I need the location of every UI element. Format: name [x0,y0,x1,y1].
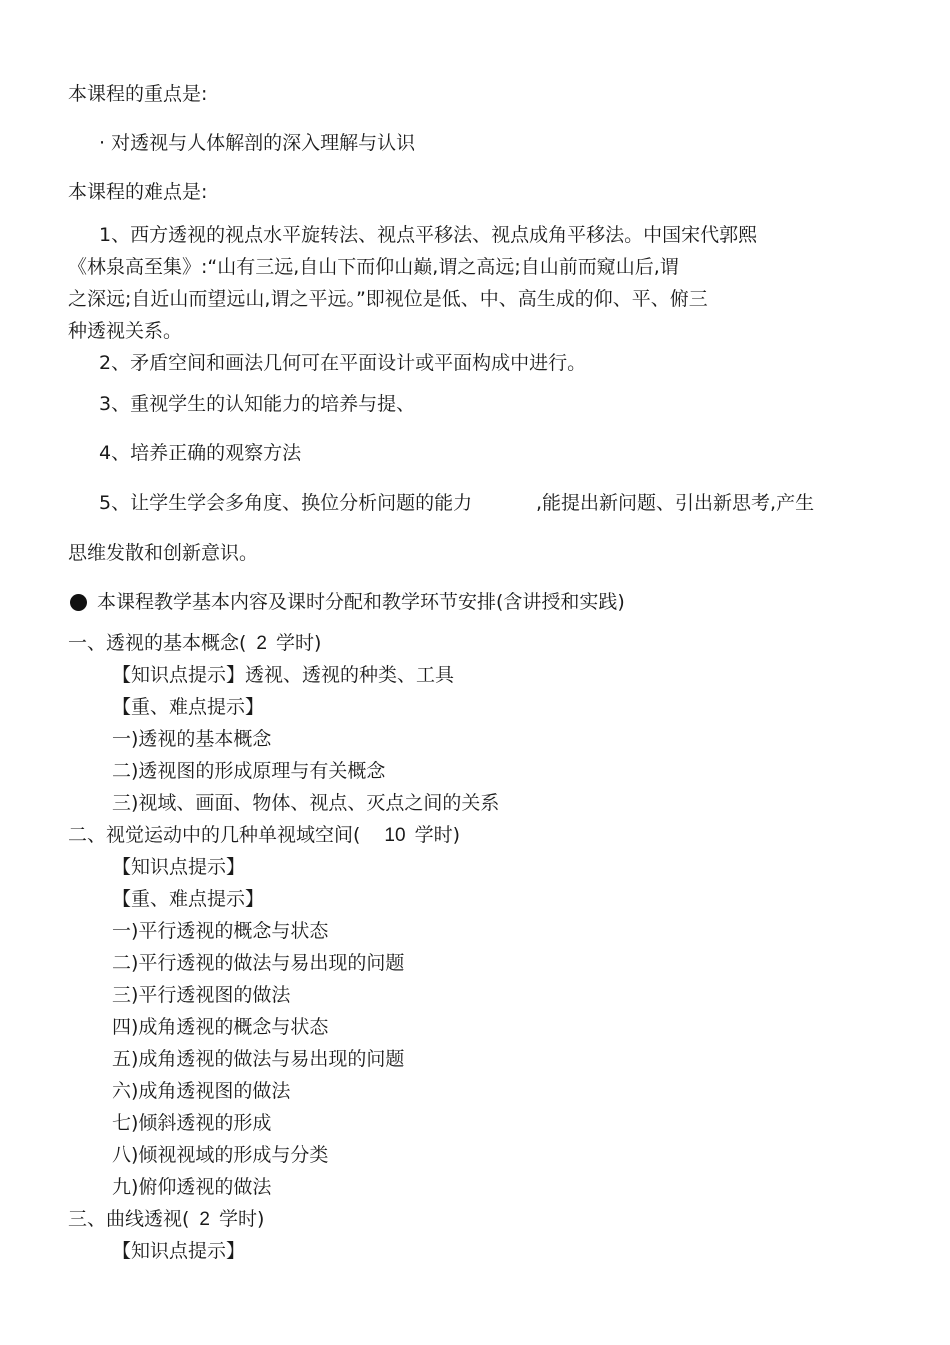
chapter-2-item: 九)俯仰透视的做法 [112,1176,272,1198]
chapter-2-item: 七)倾斜透视的形成 [112,1112,272,1134]
difficulty-item-2: 2、矛盾空间和画法几何可在平面设计或平面构成中进行。 [99,352,587,374]
difficulty-item-4: 4、培养正确的观察方法 [99,442,302,464]
chapter-2-title: 二、视觉运动中的几种单视域空间( 10 学时) [68,824,460,846]
chapter-1-item: 三)视域、画面、物体、视点、灭点之间的关系 [112,792,500,814]
chapter-3-title: 三、曲线透视( 2 学时) [68,1208,265,1230]
content-heading: 本课程教学基本内容及课时分配和教学环节安排(含讲授和实践) [97,591,625,613]
chapter-2-item: 五)成角透视的做法与易出现的问题 [112,1048,405,1070]
chapter-1-item: 一)透视的基本概念 [112,728,272,750]
difficulty-item-5-line-2: 思维发散和创新意识。 [68,542,259,564]
difficulty-item-5-part-1: 5、让学生学会多角度、换位分析问题的能力 [99,492,473,514]
difficulty-heading: 本课程的难点是: [68,181,208,203]
difficulty-item-1-line-2: 《林泉高至集》:“山有三远,自山下而仰山巅,谓之高远;自山前而窥山后,谓 [68,256,679,278]
chapter-2-item: 二)平行透视的做法与易出现的问题 [112,952,405,974]
chapter-1-knowledge-hint: 【知识点提示】透视、透视的种类、工具 [112,664,455,686]
chapter-2-item: 四)成角透视的概念与状态 [112,1016,329,1038]
bullet-dot [70,594,87,611]
chapter-2-item: 一)平行透视的概念与状态 [112,920,329,942]
chapter-2-item: 三)平行透视图的做法 [112,984,291,1006]
focus-heading: 本课程的重点是: [68,83,208,105]
difficulty-item-1-line-4: 种透视关系。 [68,320,183,342]
chapter-2-item: 六)成角透视图的做法 [112,1080,291,1102]
difficulty-item-1-line-3: 之深远;自近山而望远山,谓之平远。”即视位是低、中、高生成的仰、平、俯三 [68,288,708,310]
chapter-2-item: 八)倾视视域的形成与分类 [112,1144,329,1166]
difficulty-item-1-line-1: 1、西方透视的视点水平旋转法、视点平移法、视点成角平移法。中国宋代郭熙 [99,224,758,246]
chapter-3-knowledge-hint: 【知识点提示】 [112,1240,246,1262]
difficulty-item-5-part-2: ,能提出新问题、引出新思考,产生 [536,492,815,514]
chapter-2-knowledge-hint: 【知识点提示】 [112,856,246,878]
chapter-2-key-hint: 【重、难点提示】 [112,888,265,910]
difficulty-item-3: 3、重视学生的认知能力的培养与提、 [99,393,416,415]
chapter-1-title: 一、透视的基本概念( 2 学时) [68,632,322,654]
focus-item: · 对透视与人体解剖的深入理解与认识 [99,132,416,154]
chapter-1-item: 二)透视图的形成原理与有关概念 [112,760,386,782]
chapter-1-key-hint: 【重、难点提示】 [112,696,265,718]
